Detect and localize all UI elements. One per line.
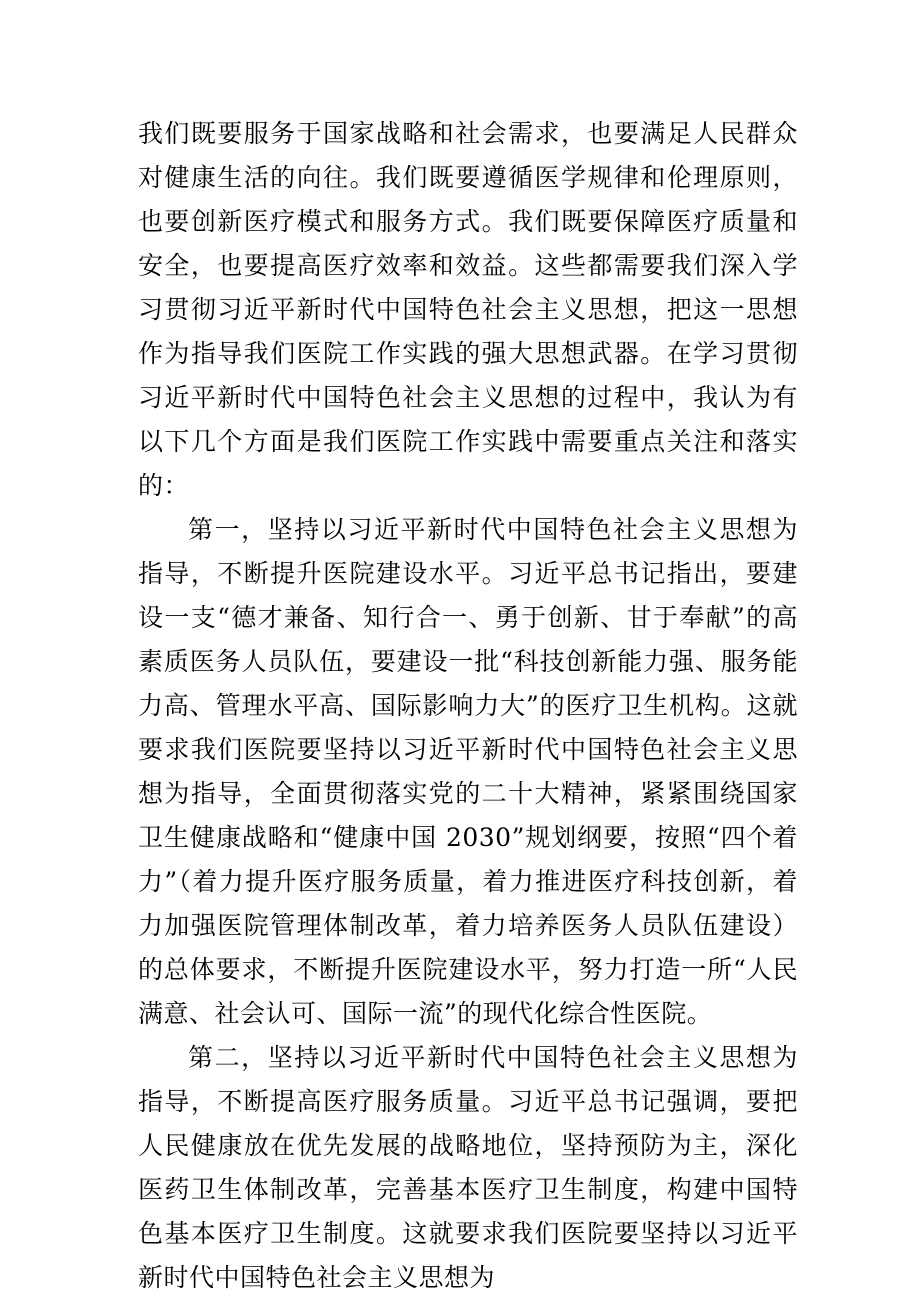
paragraph-intro: 我们既要服务于国家战略和社会需求，也要满足人民群众对健康生活的向往。我们既要遵循医学规律和伦理原则，也要创新医疗模式和服务方式。我们既要保障医疗质量和安全，也要提高医疗效率和效益。这些都需要我们深入学习贯彻习近平新时代中国特色社会主义思想，把这一思想作为指导我们医院工作实践的强大思想武器。在学习贯彻习近平新时代中国特色社会主义思想的过程中，我认为有以下几个方面是我们医院工作实践中需要重点关注和落实的：	[138, 119, 798, 500]
paragraph-second-point: 第二，坚持以习近平新时代中国特色社会主义思想为指导，不断提高医疗服务质量。习近平总书记强调，要把人民健康放在优先发展的战略地位，坚持预防为主，深化医药卫生体制改革，完善基本医疗卫生制度，构建中国特色基本医疗卫生制度。这就要求我们医院要坚持以习近平新时代中国特色社会主义思想为	[138, 1043, 798, 1292]
paragraph-first-point: 第一，坚持以习近平新时代中国特色社会主义思想为指导，不断提升医院建设水平。习近平总书记指出，要建设一支“德才兼备、知行合一、勇于创新、甘于奉献”的高素质医务人员队伍，要建设一批“科技创新能力强、服务能力高、管理水平高、国际影响力大”的医疗卫生机构。这就要求我们医院要坚持以习近平新时代中国特色社会主义思想为指导，全面贯彻落实党的二十大精神，紧紧围绕国家卫生健康战略和“健康中国 2030”规划纲要，按照“四个着力”（着力提升医疗服务质量，着力推进医疗科技创新，着力加强医院管理体制改革，着力培养医务人员队伍建设）的总体要求，不断提升医院建设水平，努力打造一所“人民满意、社会认可、国际一流”的现代化综合性医院。	[138, 515, 798, 1028]
document-body	[138, 112, 798, 1300]
